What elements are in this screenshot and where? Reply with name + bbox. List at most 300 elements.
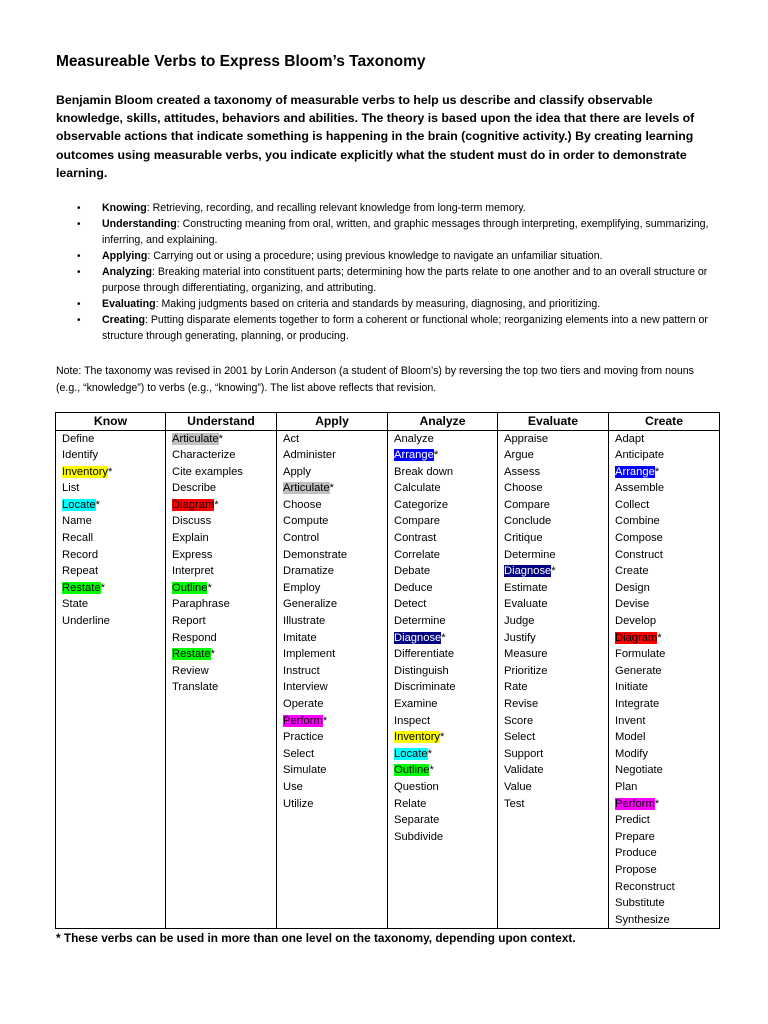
verb-text: Invent	[615, 714, 646, 727]
list-item	[394, 613, 497, 630]
list-item	[283, 547, 387, 564]
verb-text: Outline	[172, 581, 208, 594]
verb-text: Examine	[394, 698, 438, 711]
verb-text: Diagram	[172, 498, 215, 511]
verb-text: Collect	[615, 498, 650, 511]
list-item	[283, 613, 387, 630]
list-item	[394, 596, 497, 613]
verb-text: Diagnose	[394, 631, 442, 644]
bullet-icon: •	[77, 298, 81, 310]
verb-text: Assess	[504, 465, 541, 478]
list-item	[504, 447, 608, 464]
verb-text: Use	[283, 780, 303, 793]
multi-level-star: *	[427, 747, 432, 760]
verb-text: Illustrate	[283, 615, 326, 628]
multi-level-star: *	[322, 714, 328, 727]
verb-text: Articulate	[172, 432, 219, 445]
verb-text: Model	[615, 731, 646, 744]
verb-text: Contrast	[394, 532, 437, 545]
verb-text: Compare	[504, 498, 551, 511]
verb-text: Describe	[172, 482, 217, 495]
list-item	[615, 513, 719, 530]
verb-text: Control	[283, 532, 320, 545]
verb-text: Inventory	[62, 465, 109, 478]
list-item	[504, 431, 608, 448]
multi-level-star: *	[95, 498, 100, 511]
list-item	[394, 547, 497, 564]
list-item	[283, 431, 387, 448]
level-description: : Breaking material into constituent parts; determining how the parts relate to one another and to an overall structure or purpose through differentiating, organizing, and attributing.	[102, 266, 708, 294]
verb-text: Dramatize	[283, 565, 334, 578]
list-item	[172, 530, 276, 547]
verb-text: Characterize	[172, 449, 236, 462]
verb-text: State	[62, 598, 89, 611]
verb-text: Perform	[615, 797, 655, 810]
column-header-create: Create	[609, 412, 720, 430]
verb-text: Prepare	[615, 830, 655, 843]
verb-text: Recall	[62, 532, 94, 545]
list-item	[62, 596, 165, 613]
list-item	[283, 796, 387, 813]
multi-level-star: *	[551, 565, 556, 578]
bullet-icon: •	[77, 203, 81, 215]
list-item	[172, 646, 276, 663]
multi-level-star: *	[441, 631, 446, 644]
verb-text: Assemble	[615, 482, 665, 495]
intro-paragraph: Benjamin Bloom created a taxonomy of measurable verbs to help us describe and classify observable knowledge, skills, attitudes, behaviors and abilities. The theory is based upon the idea that there are levels of observable actions that indicate something is happening in the brain (cognitive activity.) By creating learning outcomes using measurable verbs, you indicate explicitly what the student must do in order to demonstrate learning.	[56, 93, 695, 180]
revision-note: Note: The taxonomy was revised in 2001 by Lorin Anderson (a student of Bloom’s) by reversing the top two tiers and moving from nouns (e.g., “knowledge”) to verbs (e.g., “knowing”). The list above reflects that revision.	[56, 365, 694, 394]
verb-text: Perform	[283, 714, 323, 727]
level-definition-item	[77, 265, 718, 296]
list-item	[283, 746, 387, 763]
list-item	[283, 663, 387, 680]
verb-list-understand	[166, 430, 277, 929]
verb-text: Categorize	[394, 498, 449, 511]
list-item	[394, 497, 497, 514]
multi-level-star: *	[654, 797, 660, 810]
list-item	[283, 530, 387, 547]
list-item	[504, 630, 608, 647]
list-item	[172, 663, 276, 680]
verb-text: Discuss	[172, 515, 212, 528]
list-item	[504, 746, 608, 763]
multi-level-star: *	[657, 631, 662, 644]
verb-text: Select	[283, 747, 315, 760]
list-item	[504, 796, 608, 813]
verb-text: Support	[504, 747, 544, 760]
verb-text: List	[62, 482, 80, 495]
verb-list-apply	[277, 430, 388, 929]
list-item	[394, 431, 497, 448]
verb-text: Devise	[615, 598, 650, 611]
list-item	[615, 596, 719, 613]
verb-text: Determine	[394, 615, 446, 628]
level-definition-item	[77, 217, 718, 248]
multi-level-star: *	[440, 731, 445, 744]
list-item	[394, 696, 497, 713]
list-item	[172, 431, 276, 448]
multi-level-star: *	[210, 648, 215, 661]
verb-text: Act	[283, 432, 300, 445]
verb-text: Employ	[283, 581, 321, 594]
table-row	[56, 430, 720, 929]
list-item	[615, 746, 719, 763]
verb-text: Locate	[394, 747, 428, 760]
verb-text: Articulate	[283, 482, 330, 495]
list-item	[172, 480, 276, 497]
bullet-icon: •	[77, 315, 81, 327]
verb-text: Respond	[172, 631, 217, 644]
verb-text: Integrate	[615, 698, 660, 711]
verb-text: Deduce	[394, 581, 433, 594]
list-item	[504, 696, 608, 713]
list-item	[283, 679, 387, 696]
list-item	[283, 513, 387, 530]
verb-text: Implement	[283, 648, 336, 661]
verb-text: Plan	[615, 780, 638, 793]
list-item	[172, 580, 276, 597]
list-item	[615, 796, 719, 813]
list-item	[283, 464, 387, 481]
verb-text: Translate	[172, 681, 219, 694]
list-item	[504, 779, 608, 796]
list-item	[283, 713, 387, 730]
verb-list-analyze	[388, 430, 498, 929]
verb-text: Discriminate	[394, 681, 456, 694]
level-term: Evaluating	[102, 297, 156, 310]
list-item	[615, 713, 719, 730]
column-header-analyze: Analyze	[388, 412, 498, 430]
list-item	[504, 663, 608, 680]
verb-text: Reconstruct	[615, 880, 675, 893]
verb-text: Arrange	[615, 465, 655, 478]
bullet-icon: •	[77, 267, 81, 279]
list-item	[62, 563, 165, 580]
verb-text: Generalize	[283, 598, 338, 611]
list-item	[172, 547, 276, 564]
bullet-icon: •	[77, 250, 81, 262]
verb-text: Define	[62, 432, 95, 445]
verb-text: Modify	[615, 747, 648, 760]
verb-text: Propose	[615, 863, 657, 876]
multi-level-star: *	[214, 498, 219, 511]
verb-text: Diagram	[615, 631, 658, 644]
list-item	[394, 447, 497, 464]
list-item	[283, 497, 387, 514]
list-item	[394, 630, 497, 647]
level-definition-item	[77, 249, 718, 265]
level-description: : Making judgments based on criteria and standards by measuring, diagnosing, and prioritizing.	[155, 297, 601, 310]
verb-text: Negotiate	[615, 764, 663, 777]
list-item	[615, 729, 719, 746]
level-description: : Putting disparate elements together to form a coherent or functional whole; reorganizing elements into a new pattern or structure through generating, planning, or producing.	[102, 314, 708, 342]
list-item	[615, 464, 719, 481]
list-item	[394, 646, 497, 663]
verb-text: Compute	[283, 515, 329, 528]
verb-text: Interpret	[172, 565, 214, 578]
list-item	[615, 630, 719, 647]
list-item	[615, 646, 719, 663]
list-item	[615, 447, 719, 464]
list-item	[62, 480, 165, 497]
list-item	[62, 547, 165, 564]
list-item	[615, 912, 719, 929]
level-definition-item	[77, 313, 718, 344]
list-item	[615, 480, 719, 497]
verb-text: Record	[62, 548, 99, 561]
verb-text: Choose	[504, 482, 543, 495]
verb-text: Evaluate	[504, 598, 548, 611]
list-item	[283, 447, 387, 464]
list-item	[172, 630, 276, 647]
list-item	[615, 762, 719, 779]
list-item	[283, 729, 387, 746]
list-item	[615, 563, 719, 580]
verb-text: Cite examples	[172, 465, 243, 478]
verb-text: Anticipate	[615, 449, 665, 462]
list-item	[62, 613, 165, 630]
level-term: Applying	[102, 249, 148, 262]
multi-level-star: *	[429, 764, 434, 777]
verb-text: Test	[504, 797, 525, 810]
verb-text: Restate	[62, 581, 101, 594]
list-item	[283, 596, 387, 613]
verb-text: Formulate	[615, 648, 666, 661]
list-item	[394, 513, 497, 530]
verb-text: Operate	[283, 698, 324, 711]
verb-text: Appraise	[504, 432, 549, 445]
list-item	[172, 464, 276, 481]
verb-text: Calculate	[394, 482, 441, 495]
list-item	[172, 613, 276, 630]
verb-text: Conclude	[504, 515, 552, 528]
column-header-apply: Apply	[277, 412, 388, 430]
verb-text: Predict	[615, 814, 650, 827]
list-item	[172, 513, 276, 530]
list-item	[504, 547, 608, 564]
multi-level-star: *	[329, 482, 334, 495]
list-item	[615, 547, 719, 564]
list-item	[62, 431, 165, 448]
list-item	[62, 513, 165, 530]
document-page	[56, 52, 718, 946]
verb-list-evaluate	[498, 430, 609, 929]
list-item	[504, 713, 608, 730]
multi-level-star: *	[218, 432, 223, 445]
footnote: * These verbs can be used in more than one level on the taxonomy, depending upon context.	[56, 931, 576, 946]
multi-level-star: *	[108, 465, 113, 478]
list-item	[504, 464, 608, 481]
list-item	[615, 663, 719, 680]
verb-text: Question	[394, 780, 439, 793]
list-item	[283, 696, 387, 713]
column-header-understand: Understand	[166, 412, 277, 430]
column-header-evaluate: Evaluate	[498, 412, 609, 430]
verb-text: Report	[172, 615, 206, 628]
list-item	[394, 679, 497, 696]
level-term: Understanding	[102, 218, 177, 231]
list-item	[615, 431, 719, 448]
verb-text: Generate	[615, 664, 662, 677]
list-item	[283, 779, 387, 796]
list-item	[283, 762, 387, 779]
level-description: : Constructing meaning from oral, written, and graphic messages through interpreting, exemplifying, summarizing, inferring, and explaining.	[102, 218, 709, 246]
list-item	[394, 746, 497, 763]
list-item	[62, 497, 165, 514]
verb-text: Paraphrase	[172, 598, 230, 611]
list-item	[504, 513, 608, 530]
level-description: : Retrieving, recording, and recalling relevant knowledge from long-term memory.	[146, 202, 526, 215]
verb-text: Combine	[615, 515, 660, 528]
verb-text: Utilize	[283, 797, 314, 810]
verb-text: Design	[615, 581, 650, 594]
level-definition-item	[77, 201, 718, 217]
verb-text: Demonstrate	[283, 548, 348, 561]
list-item	[62, 447, 165, 464]
list-item	[615, 679, 719, 696]
list-item	[394, 530, 497, 547]
list-item	[504, 497, 608, 514]
verb-text: Simulate	[283, 764, 327, 777]
list-item	[394, 663, 497, 680]
list-item	[172, 679, 276, 696]
verb-text: Value	[504, 780, 532, 793]
verb-text: Instruct	[283, 664, 320, 677]
verb-text: Choose	[283, 498, 322, 511]
list-item	[615, 497, 719, 514]
verb-text: Substitute	[615, 897, 665, 910]
verb-text: Revise	[504, 698, 539, 711]
list-item	[394, 762, 497, 779]
verb-text: Develop	[615, 615, 657, 628]
list-item	[394, 779, 497, 796]
verb-text: Correlate	[394, 548, 441, 561]
list-item	[615, 829, 719, 846]
list-item	[504, 563, 608, 580]
verb-text: Compare	[394, 515, 441, 528]
list-item	[283, 580, 387, 597]
verb-text: Inspect	[394, 714, 431, 727]
list-item	[172, 596, 276, 613]
verb-text: Compose	[615, 532, 663, 545]
verb-text: Explain	[172, 532, 209, 545]
list-item	[394, 464, 497, 481]
verb-text: Measure	[504, 648, 548, 661]
verb-text: Adapt	[615, 432, 645, 445]
level-description: : Carrying out or using a procedure; using previous knowledge to navigate an unfamiliar situation.	[147, 249, 603, 262]
multi-level-star: *	[207, 581, 212, 594]
list-item	[394, 580, 497, 597]
verb-text: Determine	[504, 548, 556, 561]
level-term: Knowing	[102, 202, 147, 215]
verb-text: Interview	[283, 681, 328, 694]
verb-text: Separate	[394, 814, 440, 827]
verbs-table	[55, 412, 720, 930]
list-item	[615, 862, 719, 879]
verb-text: Imitate	[283, 631, 317, 644]
list-item	[172, 447, 276, 464]
bullet-icon: •	[77, 219, 81, 231]
verb-text: Relate	[394, 797, 427, 810]
list-item	[172, 563, 276, 580]
verb-text: Validate	[504, 764, 544, 777]
verb-text: Identify	[62, 449, 99, 462]
verb-text: Synthesize	[615, 913, 670, 926]
list-item	[62, 530, 165, 547]
list-item	[283, 630, 387, 647]
verb-text: Subdivide	[394, 830, 444, 843]
verb-list-know	[56, 430, 166, 929]
verb-text: Underline	[62, 615, 110, 628]
verb-text: Analyze	[394, 432, 434, 445]
list-item	[504, 679, 608, 696]
verb-text: Locate	[62, 498, 96, 511]
list-item	[615, 879, 719, 896]
list-item	[394, 829, 497, 846]
column-header-know: Know	[56, 412, 166, 430]
verb-list-create	[609, 430, 720, 929]
verb-text: Arrange	[394, 449, 434, 462]
verb-text: Debate	[394, 565, 431, 578]
verb-text: Produce	[615, 847, 657, 860]
list-item	[504, 480, 608, 497]
list-item	[394, 812, 497, 829]
verb-text: Distinguish	[394, 664, 449, 677]
verb-text: Score	[504, 714, 534, 727]
list-item	[615, 530, 719, 547]
list-item	[504, 613, 608, 630]
list-item	[283, 646, 387, 663]
list-item	[615, 696, 719, 713]
verb-text: Create	[615, 565, 649, 578]
list-item	[504, 646, 608, 663]
list-item	[615, 613, 719, 630]
table-header-row	[56, 412, 720, 430]
list-item	[615, 895, 719, 912]
verb-text: Initiate	[615, 681, 648, 694]
verb-text: Detect	[394, 598, 427, 611]
list-item	[62, 464, 165, 481]
verb-text: Prioritize	[504, 664, 548, 677]
level-definition-item	[77, 297, 718, 313]
list-item	[172, 497, 276, 514]
verb-text: Estimate	[504, 581, 548, 594]
list-item	[394, 563, 497, 580]
list-item	[504, 729, 608, 746]
multi-level-star: *	[433, 449, 439, 462]
level-definitions-list	[56, 201, 718, 344]
list-item	[283, 563, 387, 580]
verb-text: Name	[62, 515, 92, 528]
list-item	[504, 596, 608, 613]
verb-text: Restate	[172, 648, 211, 661]
multi-level-star: *	[100, 581, 105, 594]
list-item	[615, 580, 719, 597]
list-item	[62, 580, 165, 597]
verb-text: Outline	[394, 764, 430, 777]
verb-text: Practice	[283, 731, 324, 744]
verb-text: Apply	[283, 465, 311, 478]
verb-text: Critique	[504, 532, 543, 545]
list-item	[394, 480, 497, 497]
verb-text: Inventory	[394, 731, 441, 744]
list-item	[504, 580, 608, 597]
verb-text: Administer	[283, 449, 336, 462]
level-term: Analyzing	[102, 266, 153, 279]
verb-text: Judge	[504, 615, 535, 628]
list-item	[394, 729, 497, 746]
list-item	[615, 845, 719, 862]
